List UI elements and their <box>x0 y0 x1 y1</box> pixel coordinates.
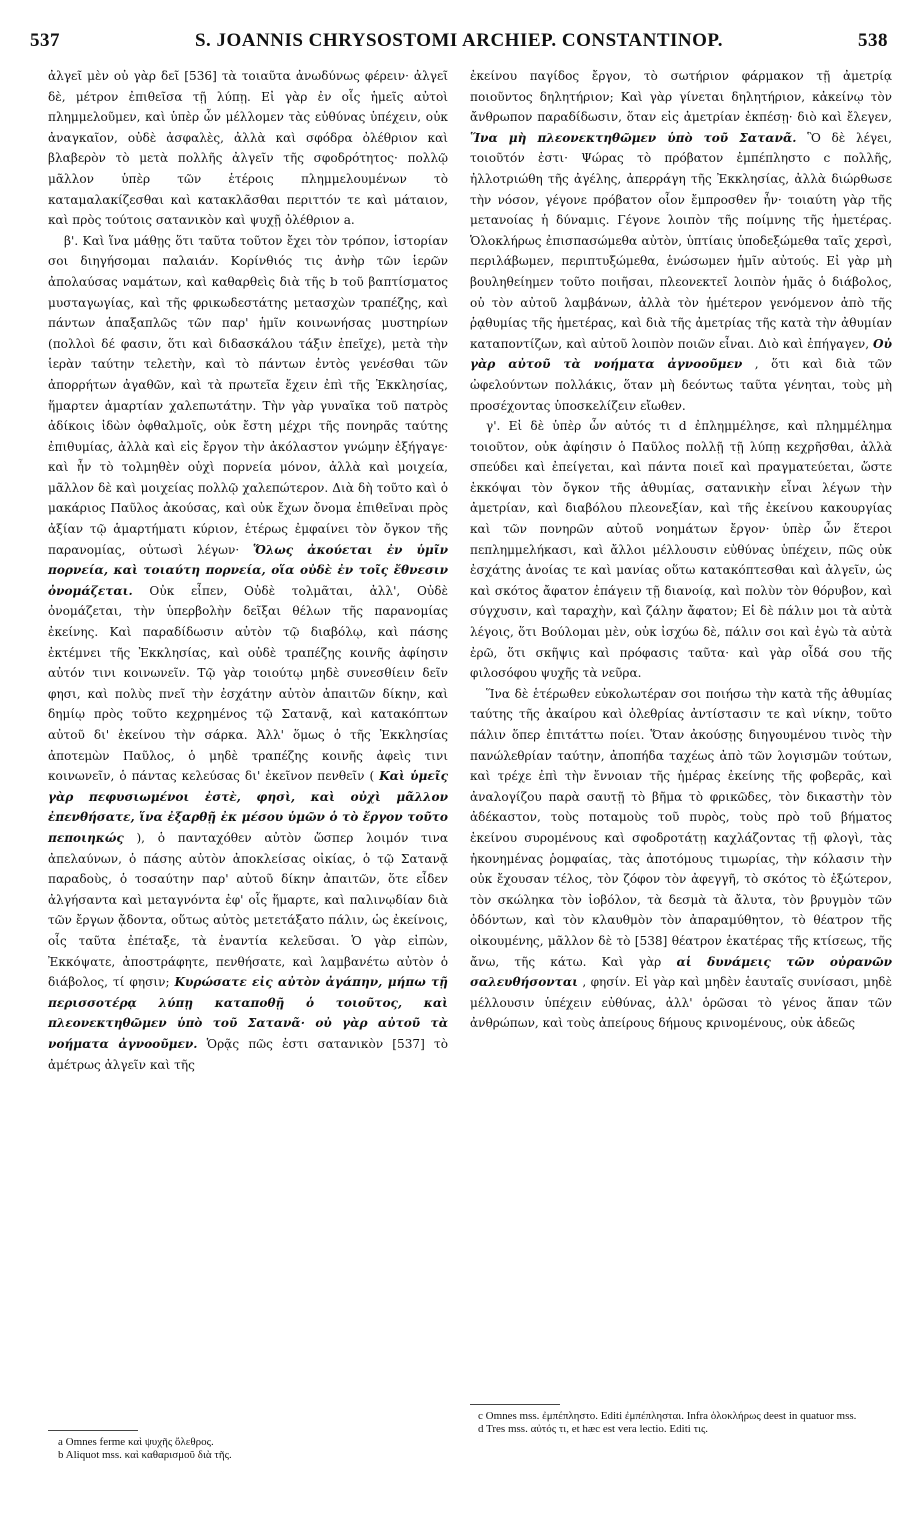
right-text-column <box>470 66 892 1034</box>
footnote: d Tres mss. αὐτός τι, et hæc est vera lectio. Editi τις. <box>478 1423 709 1435</box>
footnote-rule-left <box>48 1430 138 1431</box>
text-run: Οὐκ εἶπεν, Οὐδὲ τολμᾶται, ἀλλ', Οὐδὲ ὀνομάζεται, τὴν ὑπερβολὴν δεῖξαι θέλων τῆς παρανομίας ἐκείνης. Καὶ παραδίδωσιν αὐτὸν τῷ διαβόλῳ, καὶ πάσης ἐκτέμνει τῆς Ἐκκλησίας, καὶ οὐδὲ τραπέζης κοινῆς ἀφίησιν αὐτόν τινι κοινωνεῖν. Τῷ γὰρ τοιούτῳ μηδὲ συνεσθίειν δεῖν φησι, καὶ πολὺς πνεῖ τὴν ἐσχάτην αὐτὸν ἀπαιτῶν δίκην, καὶ δημίῳ πρὸς τοῦτο κεχρημένος τῷ Σατανᾷ, καὶ κατακόπτων αὐτοῦ δι' ἐκείνου τὴν σάρκα. Ἀλλ' ὅμως ὁ τῆς Ἐκκλησίας ἀποτεμὼν Παῦλος, ὁ μηδὲ τραπέζης κοινῆς ἀφεὶς τινι κοινωνεῖν, ὁ πάντας κελεύσας δι' ἐκεῖνον πενθεῖν ( <box>48 583 448 784</box>
footnotes-left <box>58 1436 448 1462</box>
footnotes-right <box>478 1410 892 1436</box>
scripture-quotation: Ἵνα μὴ πλεονεκτηθῶμεν ὑπὸ τοῦ Σατανᾶ. <box>470 130 797 145</box>
scripture-quotation: Καὶ ὑμεῖς γὰρ πεφυσιωμένοι ἐστὲ, φησὶ, καὶ οὐχὶ μᾶλλον ἐπενθήσατε, ἵνα ἐξαρθῇ ἐκ μέσου ὑμῶν ὁ τὸ ἔργον τοῦτο πεποιηκώς <box>48 769 448 845</box>
running-title: S. JOANNIS CHRYSOSTOMI ARCHIEP. CONSTANTINOP. <box>194 30 724 51</box>
text-run: , ὅτι καὶ διὰ τῶν ὠφελούντων πολλάκις, ὅταν μὴ δεόντως ταῦτα γένηται, τοὺς μὴ προσέχοντας ὑποσκελίζειν εἴωθεν. <box>470 357 892 413</box>
page-header <box>30 30 888 60</box>
text-run: β'. Καὶ ἵνα μάθῃς ὅτι ταῦτα τοῦτον ἔχει τὸν τρόπον, ἱστορίαν σοι διηγήσομαι παλαιάν. Κορίνθιός τις ἀνὴρ τῶν ἱερῶν ἀπολαύσας ναμάτων, καὶ καθαρθεὶς διὰ τῆς b τοῦ βαπτίσματος μυσταγωγίας, καὶ τῆς φρικωδεστάτης μετασχὼν τραπέζης, καὶ πάντων ἁπαξαπλῶς τῶν παρ' ἡμῖν κοινωνήσας μυστηρίων (πολλοὶ δέ φασιν, ὅτι καὶ διδασκάλου τάξιν ἐπεῖχε), μετὰ τὴν ἱερὰν ταύτην τελετὴν, καὶ τὸ πάντων ἐντὸς γενέσθαι τῶν ἀπορρήτων ἀγαθῶν, καὶ τὰ πρωτεῖα ἔχειν ἐπὶ τῆς Ἐκκλησίας, ἥμαρτεν ἁμαρτίαν χαλεπωτάτην. Τὴν γὰρ γυναῖκα τοῦ πατρὸς ἀδίκοις ἰδὼν ὀφθαλμοῖς, οὐκ ἔστη μέχρι τῆς πονηρᾶς ταύτης ἐπιθυμίας, ἀλλὰ καὶ εἰς ἔργον τὴν ἀκόλαστον γνώμην ἐξήγαγε· καὶ ἦν τὸ τολμηθὲν οὐχὶ πορνεία μόνον, ἀλλὰ καὶ μοιχεία, μᾶλλον δὲ καὶ μοιχείας πολλῷ χαλεπώτερον. Διὰ δὴ τοῦτο καὶ ὁ μακάριος Παῦλος ἀκούσας, καὶ οὐκ ἔχων ὄνομα ἐπιθεῖναι πρὸς ἀξίαν τῷ ἁμαρτήματι κύριον, ἑτέρως ἐμφαίνει τὸν ὄγκον τῆς παρανομίας, οὑτωσὶ λέγων· <box>48 233 448 557</box>
text-run: Ἵνα δὲ ἑτέρωθεν εὐκολωτέραν σοι ποιήσω τὴν κατὰ τῆς ἀθυμίας ταύτης τῆς ἀκαίρου καὶ ὀλεθρίας ἀντίστασιν τε καὶ νίκην, τοῦτο πάλιν ὅπερ ἐπιτάττω ποίει. Ὅταν ἀκούσῃς διηγουμένου τινὸς τὴν πανώλεθρίαν ταύτην, ἀποπήδα ταχέως ἀπὸ τῶν λογισμῶν τούτων, καὶ τρέχε ἐπὶ τὴν ἔννοιαν τῆς ἡμέρας ἐκείνης τῆς φοβερᾶς, καὶ ἀναλογίζου παρὰ σαυτῇ τὸ βῆμα τὸ φρικῶδες, τὸν δικαστὴν τὸν ἀδέκαστον, τοὺς ποταμοὺς τοῦ πυρὸς, τοὺς πρὸ τοῦ βήματος ἐκείνου συρομένους καὶ σφοδροτάτῃ καχλάζοντας τῇ φλογὶ, τὰς ἠκονημένας ῥομφαίας, τὰς ἀποτόμους τιμωρίας, τὴν κόλασιν τὴν οὐκ ἔχουσαν τέλος, τὸν ζόφον τὸν ἀφεγγῆ, τὸ σκότος τὸ ἐξώτερον, τὸν σκώληκα τὸν ἰοβόλον, τὰ δεσμὰ τὰ ἄλυτα, τὸν βρυγμὸν τῶν ὀδόντων, καὶ τὸν κλαυθμὸν τὸν ἀπαραμύθητον, τὸ θέατρον τῆς οἰκουμένης, μᾶλλον δὲ τὸ [538] θέατρον ἑκατέρας τῆς κτίσεως, τῆς ἄνω, τῆς κάτω. Καὶ γὰρ <box>470 686 892 969</box>
text-run: ἐκείνου παγίδος ἔργον, τὸ σωτήριον φάρμακον τῇ ἀμετρίᾳ ποιοῦντος δηλητήριον; Καὶ γὰρ γίνεται δηλητήριον, κἀκείνῳ τὸν ἄνθρωπον παραδίδωσιν, ὅταν εἰς ἀμετρίαν ἐκπέσῃ· διὸ καὶ ἔλεγεν, <box>470 69 892 125</box>
text-run: , φησίν. Εἰ γὰρ καὶ μηδὲν ἑαυταῖς συνίσασι, μηδὲ μέλλουσιν ὑπέχειν εὐθύνας, ἀλλ' ὁρῶσαι τὸ γένος ἅπαν τῶν ἀνθρώπων, καὶ τοὺς ἀπείρους δήμους κρινομένους, οὐκ ἀδεῶς <box>470 975 892 1031</box>
text-run: ), ὁ πανταχόθεν αὐτὸν ὥσπερ λοιμόν τινα ἀπελαύνων, ὁ πάσης αὐτὸν ἀποκλείσας οἰκίας, ὁ τῷ Σατανᾷ παραδοὺς, ὁ τοσαύτην παρ' αὐτοῦ δίκην ἀπαιτῶν, ὅτε εἶδεν ἀλγήσαντα καὶ μεταγνόντα ἐφ' οἷς ἥμαρτε, καὶ παλινῳδίαν διὰ τῶν ἔργων ᾄδοντα, οὕτως αὐτὸς μετετάξατο πάλιν, ὡς ἐκείνοις, οἷς ταῦτα ἐπέταξε, τὰ ἐναντία κελεῦσαι. Ὁ γὰρ εἰπὼν, Ἐκκόψατε, ἀποστράφητε, πενθήσατε, καὶ λαμβανέτω αὐτὸν ὁ διάβολος, τί φησιν; <box>48 830 448 990</box>
footnote: a Omnes ferme καὶ ψυχῆς ὄλεθρος. <box>58 1436 214 1448</box>
paragraph <box>470 684 892 1034</box>
footnote: b Aliquot mss. καὶ καθαρισμοῦ διὰ τῆς. <box>58 1449 232 1461</box>
scripture-quotation: αἱ δυνάμεις τῶν οὐρανῶν σαλευθήσονται <box>470 954 892 990</box>
footnote: c Omnes mss. ἐμπέπληστο. Editi ἐμπέπλησται. Infra ὁλοκλήρως deest in quatuor mss. <box>478 1410 857 1422</box>
paragraph <box>470 416 892 684</box>
paragraph <box>48 231 448 1075</box>
footnote-rule-right <box>470 1404 560 1405</box>
text-run: γ'. Εἰ δὲ ὑπὲρ ὧν αὐτός τι d ἐπλημμέλησε, καὶ πλημμέλημα τοιοῦτον, οὐκ ἀφίησιν ὁ Παῦλος πολλῇ τῇ λύπῃ κεχρῆσθαι, ἀλλὰ σπεύδει καὶ ἐπείγεται, καὶ πάντα ποιεῖ καὶ πραγματεύεται, ὥστε ἐκκόψαι τὸν ὄγκον τῆς ἀθυμίας, σατανικὴν εἶναι λέγων τὴν ἀμετρίαν, καὶ διαβόλου πλεονεξίαν, καὶ τῆς ἐκείνου κακουργίας καὶ τῶν πονηρῶν αὐτοῦ νοημάτων ἔργον· ὑπὲρ ὧν ἕτεροι πεπλημμελήκασι, καὶ ἄλλοι μέλλουσιν εὐθύνας ὑπέχειν, πῶς οὐκ ἐσχάτης ἀνοίας τε καὶ μανίας οὕτω κατακόπτεσθαι καὶ ἀλγεῖν, ὡς καὶ σκότος ἄφατον ἐπάγειν τῇ διανοίᾳ, καὶ πολὺν τὸν θόρυβον, καὶ σύγχυσιν, καὶ ταραχὴν, καὶ ζάλην ἄφατον; Εἰ δὲ πάλιν μοι τὰ αὐτὰ λέγοις, ὅτι Βούλομαι μὲν, οὐκ ἰσχύω δὲ, πάλιν σοι καὶ ἐγὼ τὰ αὐτὰ ἐρῶ, ὅτι σκῆψις καὶ πρόφασις ταῦτα· καὶ γὰρ οἶδά σου τῆς φιλοσόφου ψυχῆς τὰ νεῦρα. <box>470 419 892 681</box>
page-number-right: 538 <box>858 30 888 51</box>
paragraph <box>470 66 892 416</box>
scripture-quotation: Κυρώσατε εἰς αὐτὸν ἀγάπην, μήπω τῇ περισσοτέρᾳ λύπῃ καταποθῇ ὁ τοιοῦτος, καὶ πλεονεκτηθῶμεν ὑπὸ τοῦ Σατανᾶ· οὐ γὰρ αὐτοῦ τὰ νοήματα ἀγνοοῦμεν. <box>48 975 448 1051</box>
text-run: ἀλγεῖ μὲν οὐ γὰρ δεῖ [536] τὰ τοιαῦτα ἀνωδύνως φέρειν· ἀλγεῖ δὲ, μέτρον ἐπιθεῖσα τῇ λύπῃ. Εἰ γὰρ ἐν οἷς ἡμεῖς αὐτοὶ πλημμελοῦμεν, καὶ ὑπὲρ ὧν μέλλομεν τὰς εὐθύνας ὑπέχειν, οὐκ ἀναγκαῖον, οὐδὲ ἀσφαλὲς, ἀλλὰ καὶ σφόδρα ὀλέθριον καὶ βλαβερὸν τὸ μετὰ πολλῆς ἀλγεῖν τῆς σφοδρότητος· πολλῷ μᾶλλον ὑπὲρ τῶν ἑτέροις πλημμελουμένων τὸ καταμαλακίζεσθαι καὶ κατακλᾶσθαι περιττόν τε καὶ μάταιον, καὶ πρὸς τούτοις σατανικὸν καὶ ψυχῇ ὀλέθριον a. <box>48 69 448 228</box>
scripture-quotation: Ὅλως ἀκούεται ἐν ὑμῖν πορνεία, καὶ τοιαύτη πορνεία, οἵα οὐδὲ ἐν τοῖς ἔθνεσιν ὀνομάζεται. <box>48 542 448 598</box>
left-text-column <box>48 66 448 1075</box>
page-number-left: 537 <box>30 30 60 51</box>
text-run: Ὃ δὲ λέγει, τοιοῦτόν ἐστι· Ψώρας τὸ πρόβατον ἐμπέπληστο c πολλῆς, ἠλλοτριώθη τῆς ἀγέλης, ἀπερράγη τῆς Ἐκκλησίας, ἀλλὰ διώρθωσε τὴν νόσον, γέγονε πρόβατον οἷον ἔμπροσθεν ἦν· τοιαύτη γὰρ τῆς μετανοίας ἡ δύναμις. Γέγονε λοιπὸν τῆς ποίμνης τῆς ἡμετέρας. Ὁλοκλήρως ἐπισπασώμεθα αὐτὸν, ὑπτίαις ὑποδεξώμεθα ταῖς χερσὶ, περιλάβωμεν, περιπτυξώμεθα, ἑνώσωμεν ἡμῖν αὐτούς. Εἰ γὰρ μὴ βουληθείημεν τοῦτο ποιῆσαι, πλεονεκτεῖ λοιπὸν ἡμᾶς ὁ διάβολος, οὐ τὸν αὐτοῦ λαμβάνων, ἀλλὰ τὸν ἡμέτερον γενόμενον ἀπὸ τῆς ῥᾳθυμίας τῆς ἡμετέρας, καὶ διὰ τῆς ἀμετρίας τῆς κατὰ τὴν ἀθυμίαν καταποντίζων, καὶ αὐτοῦ λοιπὸν ποιῶν εἶναι. Διὸ καὶ ἐπήγαγεν, <box>470 130 892 351</box>
paragraph <box>48 66 448 231</box>
text-run: Ὁρᾷς πῶς ἐστι σατανικὸν [537] τὸ ἀμέτρως ἀλγεῖν καὶ τῆς <box>48 1036 448 1072</box>
scripture-quotation: Οὐ γὰρ αὐτοῦ τὰ νοήματα ἀγνοοῦμεν <box>470 336 892 372</box>
